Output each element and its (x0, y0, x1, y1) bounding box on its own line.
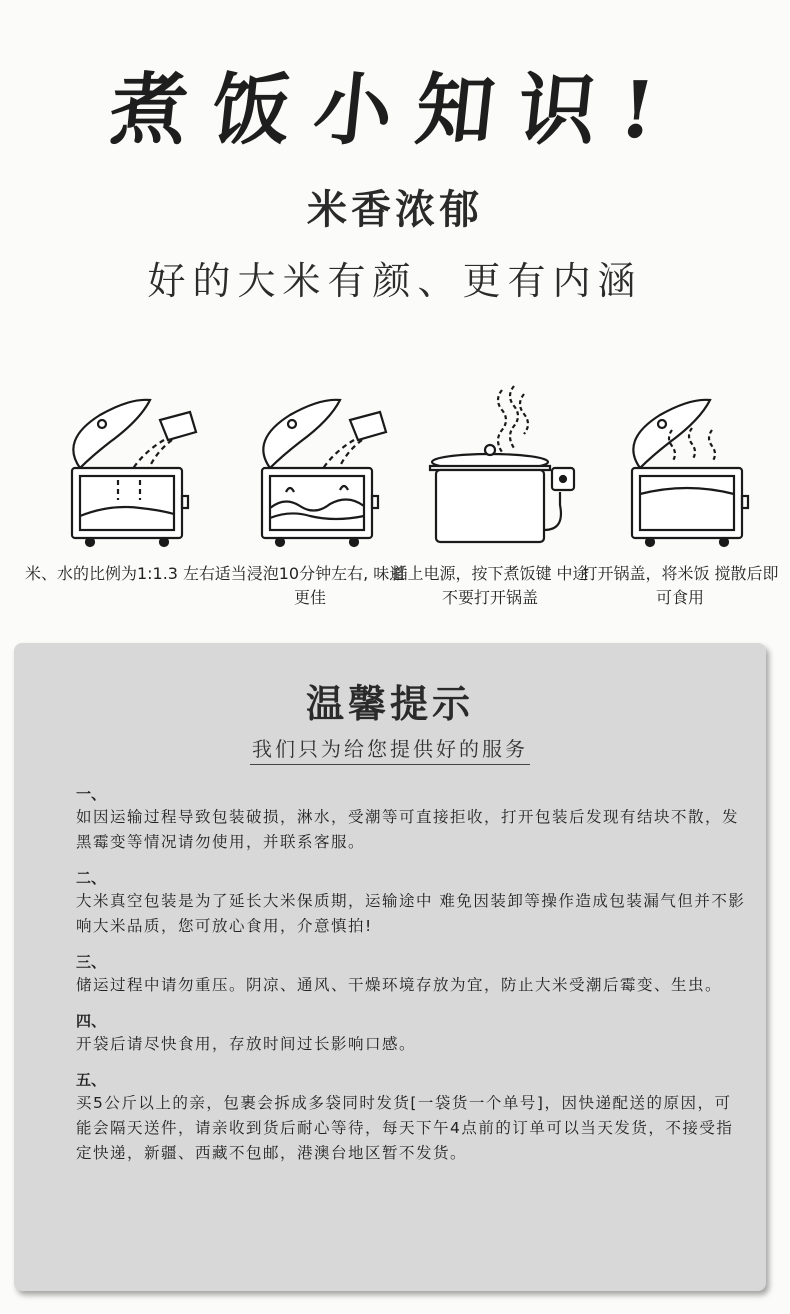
panel-subtitle-wrap (14, 733, 766, 765)
step-4 (580, 380, 780, 610)
rice-cooker-pour-icon (40, 380, 200, 550)
steps-row (0, 380, 790, 620)
tip-text: 买5公斤以上的亲，包裹会拆成多袋同时发货[一袋货一个单号]，因快递配送的原因，可能会隔天送件，请亲收到货后耐心等待，每天下午4点前的订单可以当天发货，不接受指定快递，新疆、西藏不包邮，港澳台地区暂不发货。 (76, 1094, 734, 1162)
tips-panel (14, 643, 766, 1291)
rice-cooker-plugged-icon (400, 380, 580, 550)
rice-cooker-soak-icon (230, 380, 390, 550)
tip-text: 开袋后请尽快食用，存放时间过长影响口感。 (76, 1035, 417, 1053)
step-caption: 打开锅盖，将米饭 搅散后即可食用 (581, 564, 779, 607)
tip-item (76, 1010, 746, 1057)
panel-title: 温馨提示 (305, 681, 474, 726)
tip-number: 三、 (76, 953, 107, 971)
step-1 (20, 380, 220, 586)
headline: 煮饭小知识! (105, 65, 684, 156)
tip-number: 四、 (76, 1012, 107, 1030)
tip-number: 二、 (76, 869, 107, 887)
step-caption: 适当浸泡10分钟左右, 味道更佳 (214, 564, 406, 607)
tip-number: 五、 (76, 1071, 107, 1089)
tip-text: 大米真空包装是为了延长大米保质期，运输途中 难免因装卸等操作造成包装漏气但并不影响大米品质，您可放心食用，介意慎拍! (76, 892, 746, 935)
step-caption: 插上电源，按下煮饭键 中途不要打开锅盖 (391, 564, 589, 607)
tip-text: 如因运输过程导致包装破损，淋水，受潮等可直接拒收，打开包装后发现有结块不散，发黑霉变等情况请勿使用，并联系客服。 (76, 808, 740, 851)
tip-item (76, 867, 746, 939)
tagline: 好的大米有颜、更有内涵 (147, 259, 643, 303)
subtitle: 米香浓郁 (307, 187, 483, 233)
tip-item (76, 783, 746, 855)
tip-item (76, 951, 746, 998)
tip-text: 储运过程中请勿重压。阴凉、通风、干燥环境存放为宜，防止大米受潮后霉变、生虫。 (76, 976, 723, 994)
step-2 (210, 380, 410, 610)
tip-item (76, 1069, 746, 1166)
panel-subtitle: 我们只为给您提供好的服务 (250, 733, 530, 765)
tips-list (76, 783, 746, 1178)
step-3 (390, 380, 590, 610)
tip-number: 一、 (76, 785, 107, 803)
rice-cooker-steam-icon (600, 380, 760, 550)
step-caption: 米、水的比例为1:1.3 左右 (24, 564, 216, 583)
